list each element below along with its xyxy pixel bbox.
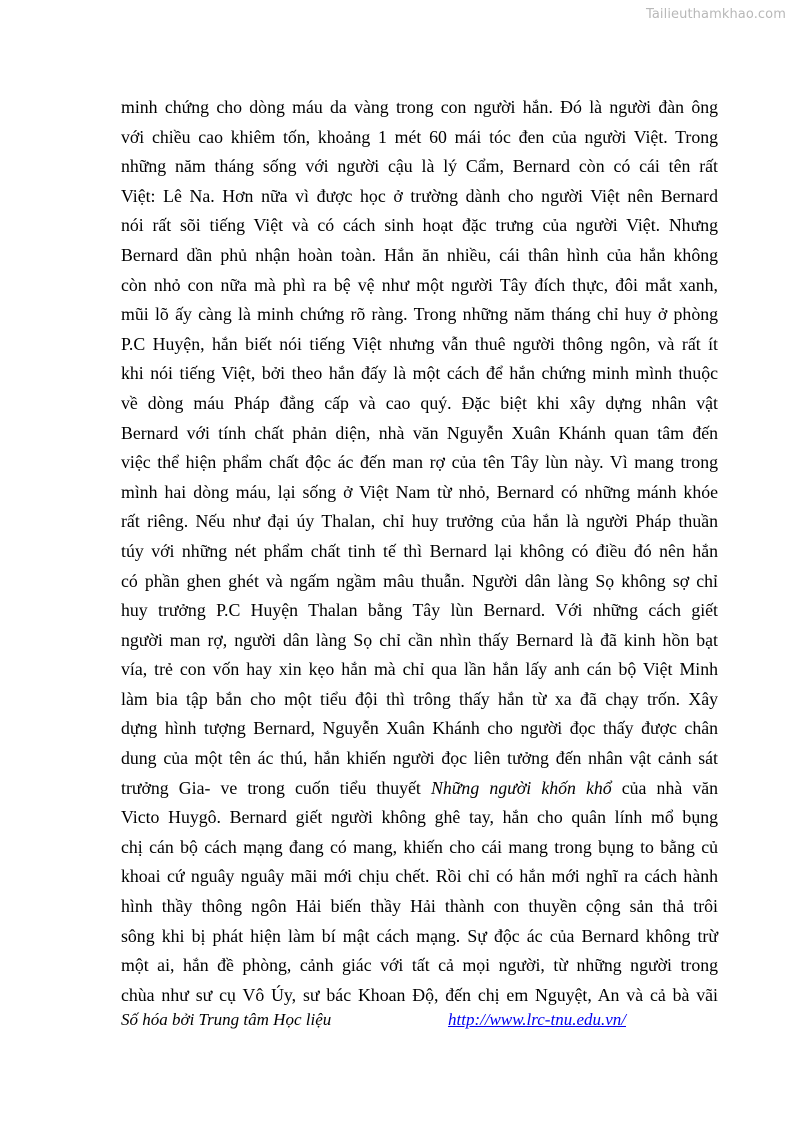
text-line: chị cán bộ cách mạng đang có mang, khiến cho cái mang trong bụng to bằng củ [121,836,718,857]
text-line: túy với những nét phẩm chất tinh tế thì Bernard lại không có điều đó nên hắn [121,540,718,561]
text-line: mũi lõ ấy càng là minh chứng rõ ràng. Trong những năm tháng chỉ huy ở phòng [121,304,718,325]
text-line: Bernard với tính chất phản diện, nhà văn Nguyễn Xuân Khánh quan tâm đến [121,422,718,443]
text-line: hình thầy thông ngôn Hải biến thầy Hải thành con thuyền cộng sản thả trôi [121,896,718,917]
text-segment: của nhà văn [611,777,718,798]
text-line: rất riêng. Nếu như đại úy Thalan, chỉ huy trưởng của hắn là người Pháp thuần [121,511,718,532]
page-body [121,93,718,1010]
text-line: những năm tháng sống với người cậu là lý Cẩm, Bernard còn có cái tên rất [121,156,718,177]
text-line: một ai, hắn đề phòng, cảnh giác với tất cả mọi người, từ những người trong [121,955,718,976]
text-line: còn nhỏ con nữa mà phì ra bệ vệ như một người Tây đích thực, đôi mắt xanh, [121,274,718,295]
book-title: Những người khốn khổ [430,777,612,798]
text-line: chùa như sư cụ Vô Úy, sư bác Khoan Độ, đến chị em Nguyệt, An và cả bà vãi [121,984,718,1005]
text-line: mình hai dòng máu, lại sống ở Việt Nam từ nhỏ, Bernard có những mánh khóe [121,481,718,502]
text-line: việc thể hiện phẩm chất độc ác đến man rợ của tên Tây lùn này. Vì mang trong [121,452,718,473]
text-line: Victo Huygô. Bernard giết người không ghê tay, hắn cho quân lính mổ bụng [121,807,718,828]
footer-link[interactable]: http://www.lrc-tnu.edu.vn/ [448,1010,627,1029]
text-line: khoai cứ nguây nguây mãi mới chịu chết. Rồi chỉ có hắn mới nghĩ ra cách hành [121,866,718,887]
text-segment: trưởng Gia- ve trong cuốn tiểu thuyết [121,777,431,798]
page-footer [121,1010,718,1034]
text-line: có phần ghen ghét và ngấm ngầm mâu thuẫn. Người dân làng Sọ không sợ chỉ [121,570,718,591]
watermark-text: Tailieuthamkhao.com [645,7,786,22]
text-line: Bernard dần phủ nhận hoàn toàn. Hắn ăn nhiều, cái thân hình của hắn không [121,244,718,265]
text-line: minh chứng cho dòng máu da vàng trong con người hắn. Đó là người đàn ông [121,97,718,117]
text-line: huy trưởng P.C Huyện Thalan bằng Tây lùn Bernard. Với những cách giết [121,600,718,621]
text-line: về dòng máu Pháp đẳng cấp và cao quý. Đặc biệt khi xây dựng nhân vật [121,392,718,413]
text-line: với chiều cao khiêm tốn, khoảng 1 mét 60 mái tóc đen của người Việt. Trong [121,126,718,147]
text-line: dung của một tên ác thú, hắn khiến người đọc liên tưởng đến nhân vật cảnh sát [121,748,718,769]
text-line: dựng hình tượng Bernard, Nguyễn Xuân Khánh cho người đọc thấy được chân [121,718,718,739]
text-line: người man rợ, người dân làng Sọ chỉ cần nhìn thấy Bernard là đã kinh hồn bạt [121,629,718,650]
text-line: khi nói tiếng Việt, bởi theo hắn đấy là một cách để hắn chứng minh mình thuộc [121,363,718,384]
text-line-with-book-title [121,774,718,804]
text-line: làm bia tập bắn cho một tiểu đội thì trông thấy hắn từ xa đã chạy trốn. Xây [121,688,718,709]
text-line: P.C Huyện, hắn biết nói tiếng Việt nhưng vẫn thuê người thông ngôn, và rất ít [121,333,718,354]
text-line: sông khi bị phát hiện làm bí mật cách mạng. Sự độc ác của Bernard không trừ [121,925,718,946]
text-line: vía, trẻ con vốn hay xin kẹo hắn mà chỉ qua lần hắn lấy anh cán bộ Việt Minh [121,659,718,680]
text-line: nói rất sõi tiếng Việt và có cách sinh hoạt đặc trưng của người Việt. Nhưng [121,215,718,236]
footer-source-text: Số hóa bởi Trung tâm Học liệu [121,1010,332,1029]
text-line: Việt: Lê Na. Hơn nữa vì được học ở trường dành cho người Việt nên Bernard [121,185,718,206]
